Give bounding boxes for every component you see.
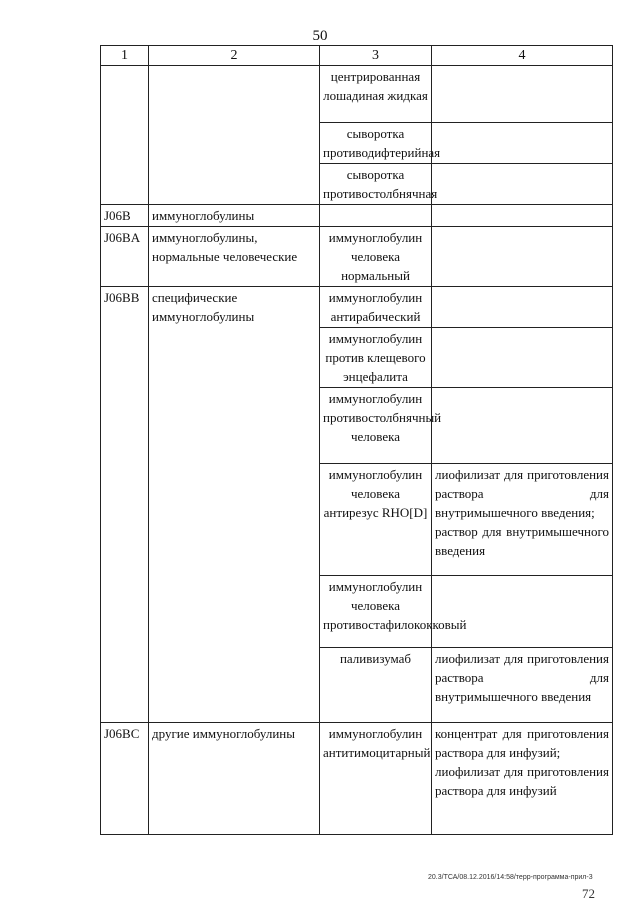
form-cell	[432, 66, 613, 123]
column-header-2: 2	[149, 46, 320, 66]
table-row	[101, 66, 613, 123]
form-cell	[432, 576, 613, 648]
table-row	[101, 287, 613, 328]
form-line-1: лиофилизат для приготовления раствора для внутримышечного введения;	[435, 467, 609, 520]
group-cell: иммуноглобулины	[149, 205, 320, 227]
group-cell	[149, 66, 320, 205]
form-line-1: концентрат для приготовления раствора для инфузий;	[435, 726, 609, 760]
table-row	[101, 205, 613, 227]
drug-cell: центрированная лошадиная жидкая	[320, 66, 432, 123]
drug-cell: иммуноглобулин противостолбнячный человека	[320, 388, 432, 464]
code-cell: J06B	[101, 205, 149, 227]
form-line-2: раствор для внутримышечного введения	[435, 524, 609, 558]
form-cell	[432, 205, 613, 227]
form-cell	[432, 164, 613, 205]
form-line-2: лиофилизат для приготовления раствора для инфузий	[435, 764, 609, 798]
code-cell: J06BA	[101, 227, 149, 287]
group-cell: специфические иммуноглобулины	[149, 287, 320, 723]
footer-page-number: 72	[582, 886, 595, 901]
form-cell	[432, 464, 613, 576]
drug-cell: иммуноглобулин человека противостафилококковый	[320, 576, 432, 648]
document-stamp: 20.3/ТСА/08.12.2016/14:58/терр-программа-прил-3	[428, 874, 593, 881]
drug-cell: иммуноглобулин антирабический	[320, 287, 432, 328]
drug-cell: иммуноглобулин человека антирезус RHO[D]	[320, 464, 432, 576]
group-cell: иммуноглобулины, нормальные человеческие	[149, 227, 320, 287]
form-cell: лиофилизат для приготовления раствора для внутримышечного введения	[432, 648, 613, 723]
form-cell	[432, 723, 613, 835]
table-header-row	[101, 46, 613, 66]
drug-cell: паливизумаб	[320, 648, 432, 723]
column-header-4: 4	[432, 46, 613, 66]
medicines-table	[100, 45, 613, 835]
page-number: 50	[312, 28, 328, 44]
drug-cell: иммуноглобулин против клещевого энцефалита	[320, 328, 432, 388]
column-header-3: 3	[320, 46, 432, 66]
table-row	[101, 723, 613, 835]
form-cell	[432, 227, 613, 287]
drug-cell: сыворотка противодифтерийная	[320, 123, 432, 164]
drug-cell: иммуноглобулин антитимоцитарный	[320, 723, 432, 835]
group-cell: другие иммуноглобулины	[149, 723, 320, 835]
form-cell	[432, 287, 613, 328]
code-cell	[101, 66, 149, 205]
table-row	[101, 227, 613, 287]
form-cell	[432, 123, 613, 164]
form-cell	[432, 388, 613, 464]
code-cell: J06BC	[101, 723, 149, 835]
code-cell: J06BB	[101, 287, 149, 723]
drug-cell	[320, 205, 432, 227]
form-cell	[432, 328, 613, 388]
column-header-1: 1	[101, 46, 149, 66]
drug-cell: сыворотка противостолбнячная	[320, 164, 432, 205]
drug-cell: иммуноглобулин человека нормальный	[320, 227, 432, 287]
